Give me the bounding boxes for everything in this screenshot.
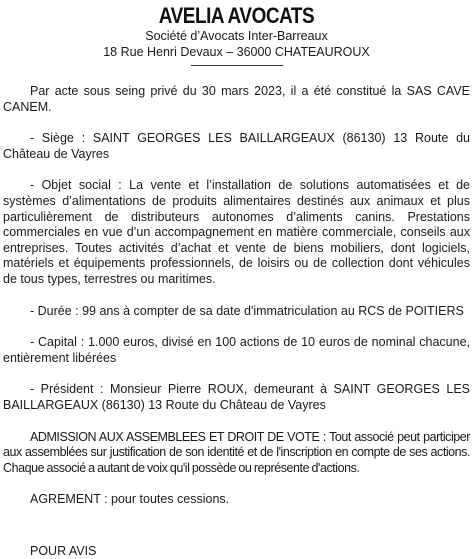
agrement-paragraph: AGREMENT : pour toutes cessions.	[30, 492, 230, 507]
firm-name: AVELIA AVOCATS	[158, 3, 315, 28]
intro-paragraph: Par acte sous seing privé du 30 mars 2023, il a été constitué la SAS CAVE CANEM.	[3, 84, 470, 114]
notice-header	[3, 4, 470, 66]
header-divider	[191, 65, 283, 66]
objet-paragraph: - Objet social : La vente et l’installation de solutions automatisées et de systèmes d’alimentations de produits alimentaires destinés aux animaux et plus particulièrement de distributeurs autonomes d’aliments canins. Prestations commerciales en vue d’un accompagnement en matière commerciale, conseils aux entreprises. Toutes activités d’achat et vente de biens mobiliers, dont logiciels, matériels et équipements professionnels, de loisirs ou de collection dont véhicules de tous types, terrestres ou maritimes.	[3, 178, 470, 286]
firm-address: 18 Rue Henri Devaux – 36000 CHATEAUROUX	[103, 45, 370, 59]
notice-body	[3, 84, 470, 559]
admission-paragraph: ADMISSION AUX ASSEMBLEES ET DROIT DE VOTE : Tout associé peut participer aux assemblées sur justification de son identité et de l'inscription en compte de ses actions. Chaque associé a autant de voix qu'il possède ou représente d'actions.	[3, 429, 470, 475]
president-paragraph: - Président : Monsieur Pierre ROUX, demeurant à SAINT GEORGES LES BAILLARGEAUX (86130) 13 Route du Château de Vayres	[3, 382, 470, 412]
capital-paragraph: - Capital : 1.000 euros, divisé en 100 actions de 10 euros de nominal chacune, entièrement libérées	[3, 335, 470, 365]
firm-subtitle: Société d’Avocats Inter-Barreaux	[145, 29, 328, 43]
duree-paragraph: - Durée : 99 ans à compter de sa date d'immatriculation au RCS de POITIERS	[30, 303, 464, 318]
closing-paragraph: POUR AVIS	[30, 543, 97, 558]
siege-paragraph: - Siège : SAINT GEORGES LES BAILLARGEAUX (86130) 13 Route du Château de Vayres	[3, 131, 470, 161]
